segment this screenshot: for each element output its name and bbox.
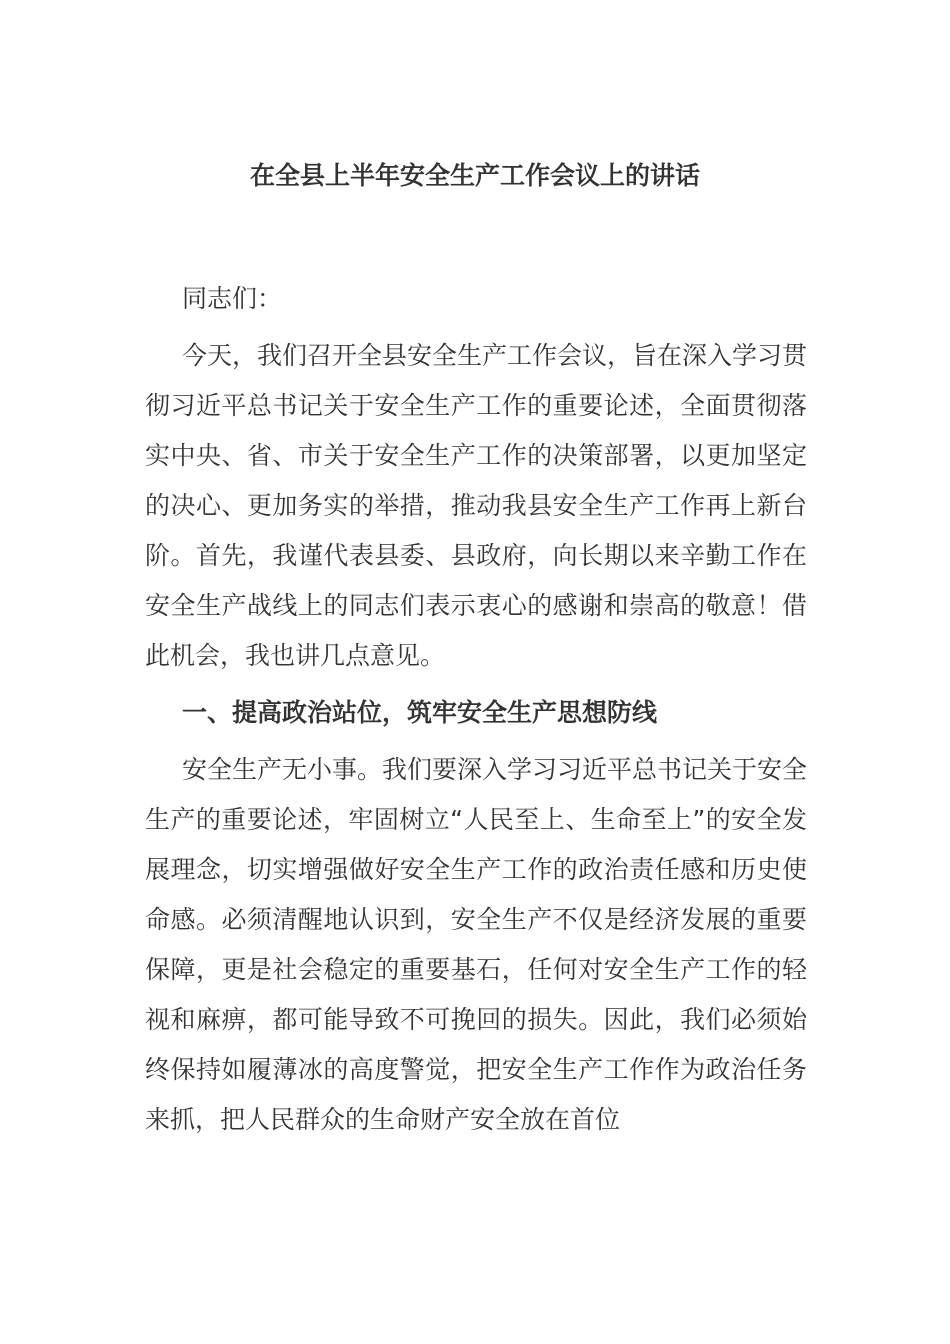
document-body: [145, 274, 807, 1152]
greeting: 同志们：: [182, 284, 283, 313]
opening-paragraph: 今天，我们召开全县安全生产工作会议，旨在深入学习贯彻习近平总书记关于安全生产工作的重要论述，全面贯彻落实中央、省、市关于安全生产工作的决策部署，以更加坚定的决心、更加务实的举措，推动我县安全生产工作再上新台阶。首先，我谨代表县委、县政府，向长期以来辛勤工作在安全生产战线上的同志们表示衷心的感谢和崇高的敬意！借此机会，我也讲几点意见。: [145, 341, 808, 670]
section-heading-1: 一、提高政治站位，筑牢安全生产思想防线: [182, 698, 658, 727]
section-1-paragraph: 安全生产无小事。我们要深入学习习近平总书记关于安全生产的重要论述，牢固树立“人民至上、生命至上”的安全发展理念，切实增强做好安全生产工作的政治责任感和历史使命感。必须清醒地认识到，安全生产不仅是经济发展的重要保障，更是社会稳定的重要基石，任何对安全生产工作的轻视和麻痹，都可能导致不可挽回的损失。因此，我们必须始终保持如履薄冰的高度警觉，把安全生产工作作为政治任务来抓，把人民群众的生命财产安全放在首位: [145, 755, 808, 1134]
document-title: 在全县上半年安全生产工作会议上的讲话: [249, 161, 700, 190]
